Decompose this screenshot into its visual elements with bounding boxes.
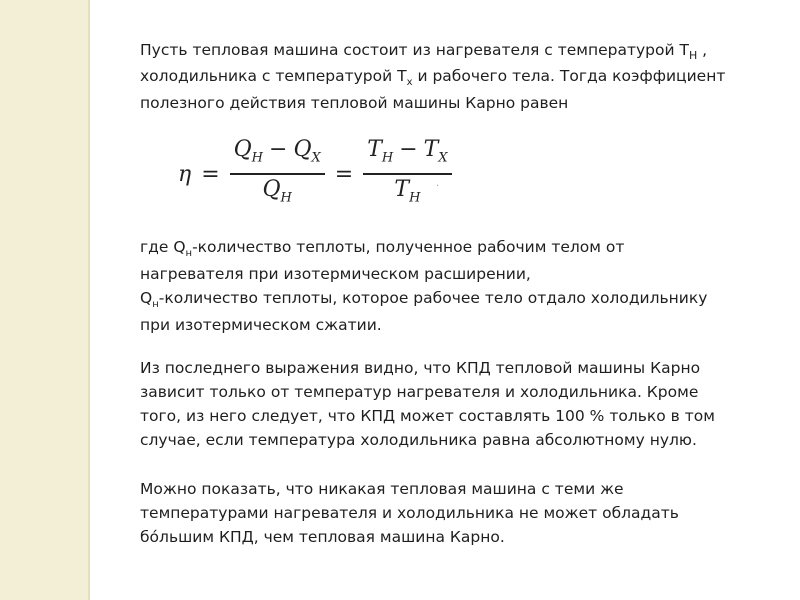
- final-line-3: бóльшим КПД, чем тепловая машина Карно.: [140, 528, 505, 546]
- definitions-line-3-end: -количество теплоты, которое рабочее тело отдало холодильнику: [158, 289, 708, 307]
- intro-line-1: [140, 38, 760, 64]
- fraction-bar: [363, 173, 451, 175]
- conclusion-line-1: Из последнего выражения видно, что КПД тепловой машины Карно: [140, 359, 701, 377]
- conclusion-line-4: случае, если температура холодильника равна абсолютному нулю.: [140, 431, 697, 449]
- equals-sign-2: =: [334, 161, 354, 187]
- definitions-line-1: [140, 235, 760, 262]
- trailing-dot: .: [436, 178, 440, 189]
- t-sub-x: X: [438, 150, 448, 166]
- definitions-paragraph: [140, 235, 760, 337]
- q-sub-h: H: [280, 190, 292, 206]
- intro-line-2-text: холодильника с температурой T: [140, 67, 407, 85]
- q-symbol: Q: [293, 136, 312, 162]
- conclusion-line-3: того, из него следует, что КПД может составлять 100 % только в том: [140, 407, 715, 425]
- definitions-line-1-text: где Q: [140, 238, 186, 256]
- t-sub-h: H: [409, 190, 421, 206]
- temperature-fraction-numerator: [363, 136, 451, 172]
- subscript-n: н: [152, 299, 159, 310]
- final-paragraph: [140, 477, 760, 549]
- heat-fraction-denominator: [259, 176, 296, 212]
- conclusion-paragraph: [140, 356, 760, 452]
- intro-line-2: [140, 64, 760, 91]
- definitions-line-1-end: -количество теплоты, полученное рабочим телом от: [192, 238, 625, 256]
- subscript-n: н: [185, 248, 193, 259]
- final-line-2: температурами нагревателя и холодильника не может обладать: [140, 504, 679, 522]
- q-symbol: Q: [233, 136, 252, 162]
- intro-line-2-end: и рабочего тела. Тогда коэффициент: [412, 67, 726, 85]
- definitions-line-3-text: Q: [140, 289, 153, 307]
- decorative-side-band: [0, 0, 90, 600]
- intro-line-3: полезного действия тепловой машины Карно равен: [140, 94, 569, 112]
- q-sub-h: H: [251, 150, 264, 166]
- minus-sign: −: [269, 136, 288, 162]
- definitions-line-2: нагревателя при изотермическом расширении,: [140, 265, 531, 283]
- minus-sign: −: [399, 136, 418, 162]
- intro-line-1-end: ,: [697, 41, 708, 59]
- q-symbol: Q: [262, 176, 281, 202]
- t-symbol: T: [367, 136, 382, 162]
- conclusion-line-2: зависит только от температур нагревателя и холодильника. Кроме: [140, 383, 699, 401]
- subscript-x: x: [406, 77, 413, 88]
- intro-paragraph: [140, 38, 760, 115]
- temperature-fraction-denominator: [390, 176, 424, 212]
- heat-fraction: [230, 136, 325, 212]
- definitions-line-4: при изотермическом сжатии.: [140, 316, 382, 334]
- equals-sign-1: =: [201, 161, 220, 187]
- carnot-efficiency-formula: [178, 136, 452, 206]
- temperature-fraction: [363, 136, 451, 212]
- q-sub-x: X: [311, 150, 321, 166]
- t-symbol: T: [423, 136, 439, 162]
- eta-symbol: η: [178, 161, 192, 187]
- fraction-bar: [230, 173, 325, 175]
- final-line-1: Можно показать, что никакая тепловая машина с теми же: [140, 480, 624, 498]
- intro-line-1-text: Пусть тепловая машина состоит из нагревателя с температурой T: [140, 41, 689, 59]
- t-sub-h: H: [381, 150, 394, 166]
- definitions-line-3: [140, 286, 760, 313]
- heat-fraction-numerator: [230, 136, 325, 172]
- t-symbol: T: [394, 176, 410, 202]
- subscript-h: H: [688, 49, 698, 62]
